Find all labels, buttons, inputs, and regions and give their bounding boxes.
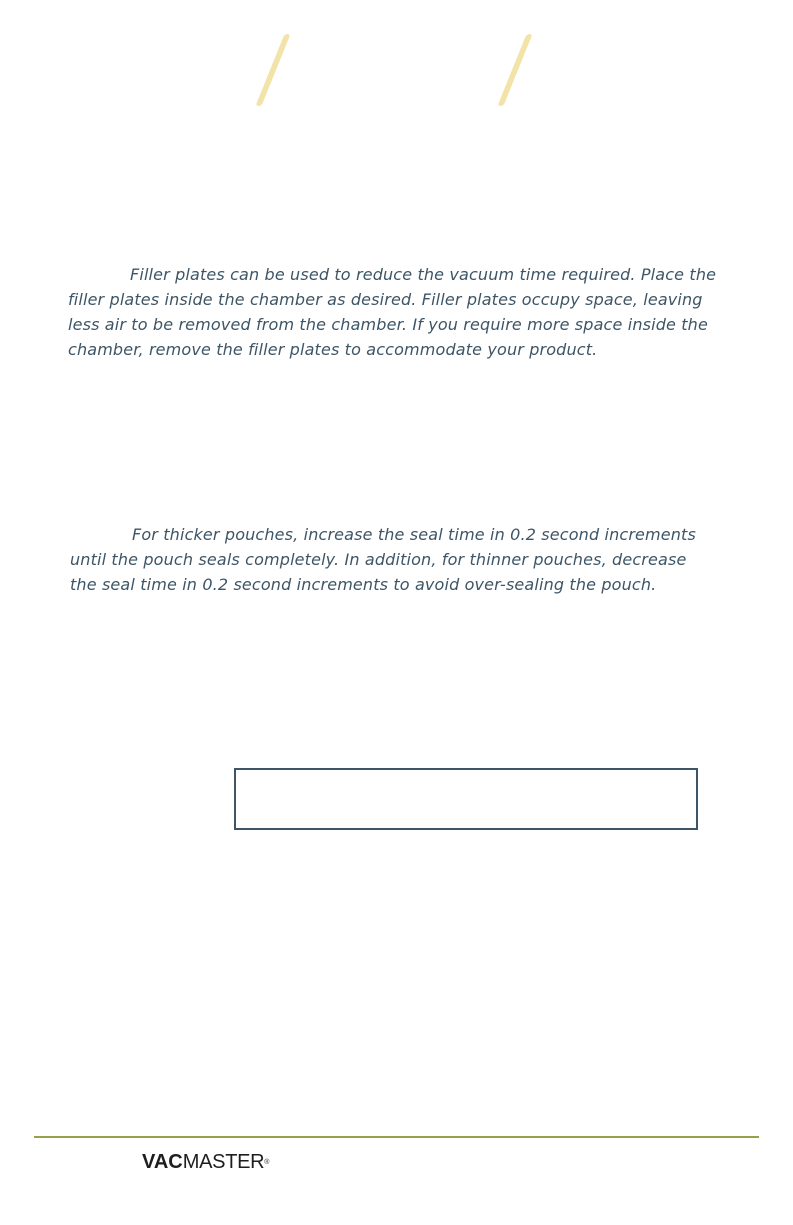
note-box [234,768,698,830]
logo-light-text: MASTER [182,1151,265,1173]
registered-mark: ® [264,1159,270,1166]
filler-plates-paragraph [68,262,718,362]
paragraph-line: until the pouch seals completely. In addition, for thinner pouches, decrease [70,550,687,569]
paragraph-line: chamber, remove the filler plates to accommodate your product. [68,340,598,359]
logo-bold-text: VAC [142,1151,183,1173]
footer-rule [34,1136,759,1138]
paragraph-line: Filler plates can be used to reduce the vacuum time required. Place the [130,265,717,284]
vacmaster-logo [142,1151,269,1173]
paragraph-line: the seal time in 0.2 second increments to avoid over-sealing the pouch. [70,575,657,594]
paragraph-line: filler plates inside the chamber as desired. Filler plates occupy space, leaving [68,290,703,309]
seal-time-paragraph [70,522,720,597]
decorative-slash-right [497,34,532,106]
paragraph-line: For thicker pouches, increase the seal time in 0.2 second increments [132,525,696,544]
paragraph-line: less air to be removed from the chamber. If you require more space inside the [68,315,708,334]
decorative-slash-left [255,34,290,106]
